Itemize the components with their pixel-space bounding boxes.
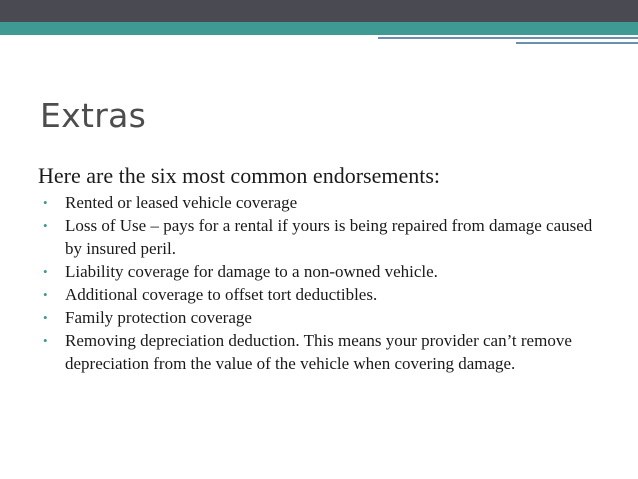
list-item: [40, 329, 600, 375]
bullet-icon: •: [43, 333, 48, 348]
list-item: [40, 306, 600, 329]
bullet-icon: •: [43, 195, 48, 210]
header-band-teal: [0, 22, 638, 35]
slide-title: Extras: [40, 96, 147, 135]
list-item: [40, 191, 600, 214]
bullet-icon: •: [43, 310, 48, 325]
bullet-icon: •: [43, 218, 48, 233]
list-item-text: Rented or leased vehicle coverage: [65, 193, 298, 212]
bullet-icon: •: [43, 287, 48, 302]
list-item: [40, 283, 600, 306]
list-item-text: Liability coverage for damage to a non-owned vehicle.: [65, 262, 438, 281]
bullet-icon: •: [43, 264, 48, 279]
list-item-text: Removing depreciation deduction. This means your provider can’t remove depreciation from the value of the vehicle when covering damage.: [65, 331, 572, 373]
endorsement-list: [40, 191, 600, 375]
list-item-text: Additional coverage to offset tort deductibles.: [65, 285, 378, 304]
decorative-line-2: [516, 42, 638, 44]
list-item: [40, 260, 600, 283]
list-item: [40, 214, 600, 260]
list-item-text: Loss of Use – pays for a rental if yours is being repaired from damage caused by insured peril.: [65, 216, 593, 258]
header-band-dark: [0, 0, 638, 22]
slide-intro: Here are the six most common endorsements:: [38, 163, 441, 188]
list-item-text: Family protection coverage: [65, 308, 252, 327]
decorative-line-1: [378, 37, 638, 39]
